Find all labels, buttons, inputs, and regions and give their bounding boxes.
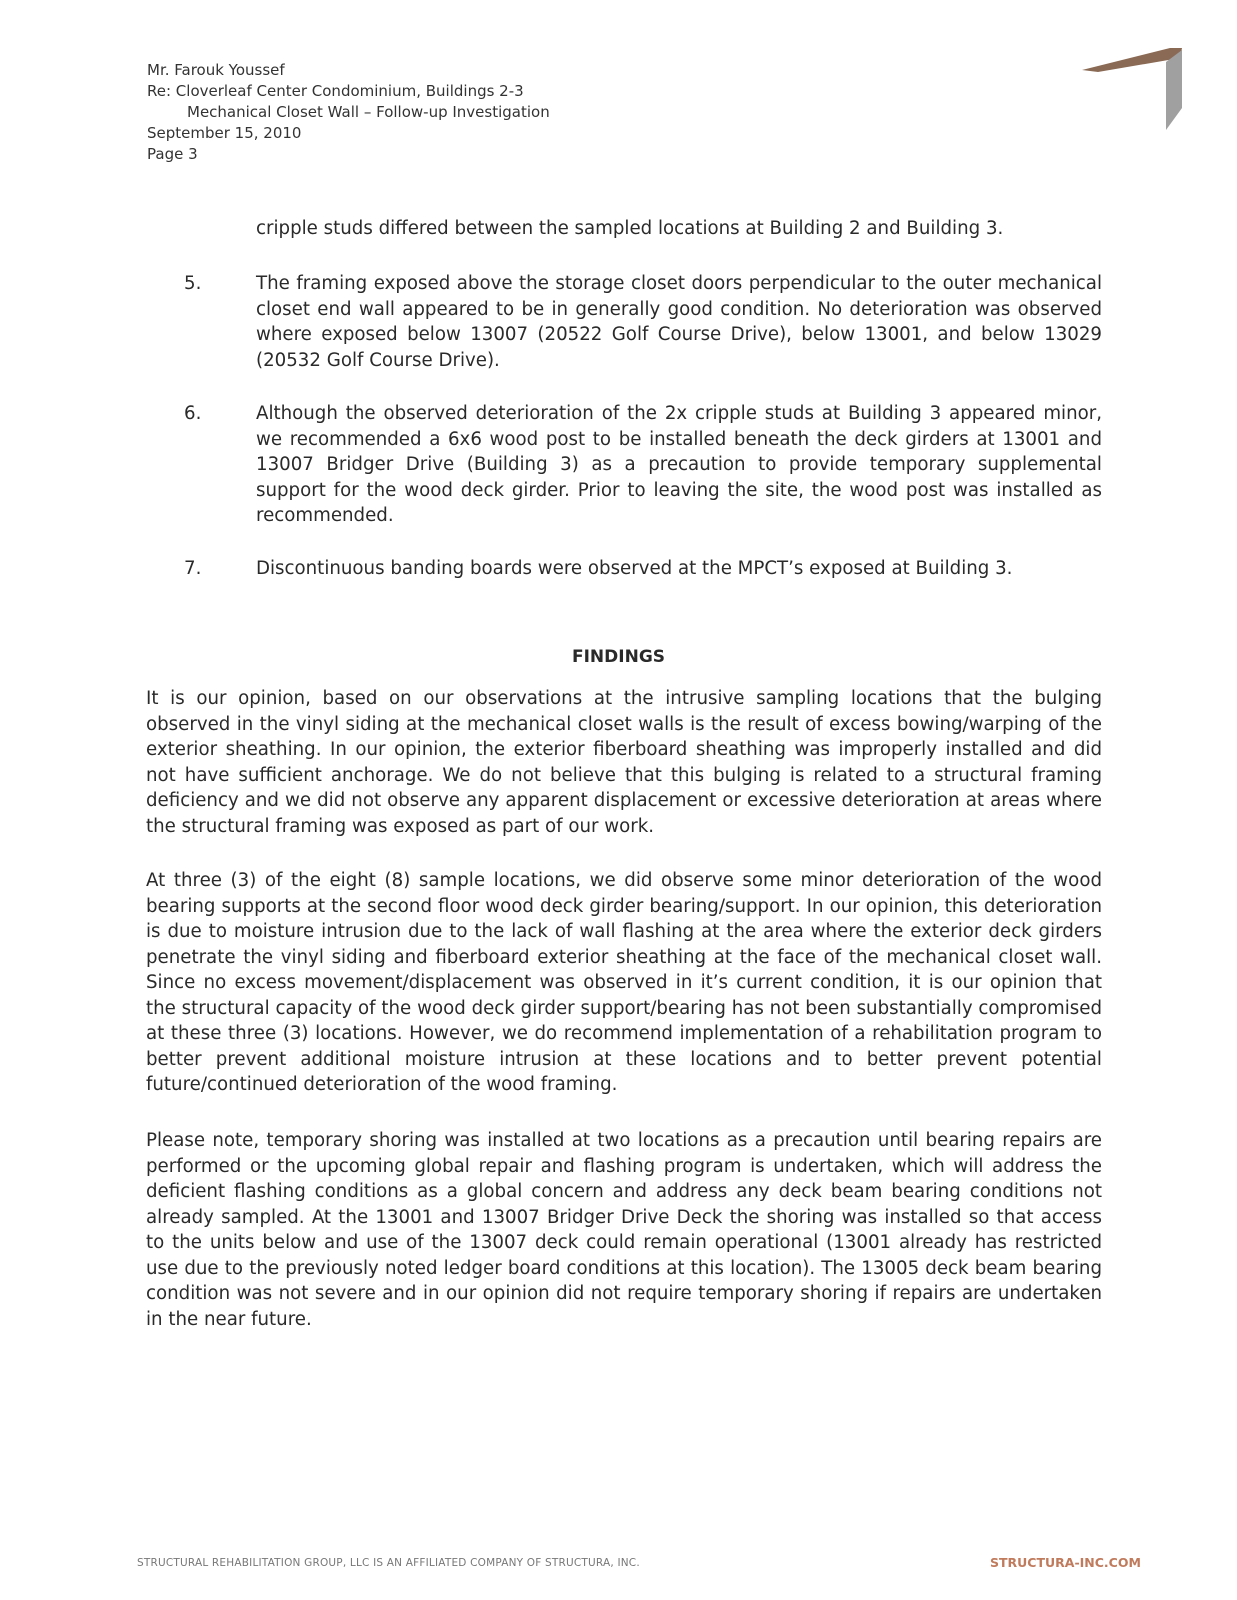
letter-header [147, 60, 550, 165]
structura-logo-icon [1082, 48, 1182, 138]
item-text-5: The framing exposed above the storage closet doors perpendicular to the outer mechanical closet end wall appeared to be in generally good condition. No deterioration was observed where exposed below 13007 (20522 Golf Course Drive), below 13001, and below 13029 (20532 Golf Course Drive). [256, 273, 1102, 371]
subject-line: Mechanical Closet Wall – Follow-up Investigation [187, 103, 550, 121]
findings-paragraph-1: It is our opinion, based on our observations at the intrusive sampling locations that the bulging observed in the vinyl siding at the mechanical closet walls is the result of excess bowing/warping of the exterior sheathing. In our opinion, the exterior fiberboard sheathing was improperly installed and did not have sufficient anchorage. We do not believe that this bulging is related to a structural framing deficiency and we did not observe any apparent displacement or excessive deterioration at areas where the structural framing was exposed as part of our work. [146, 688, 1102, 837]
footer-affiliation: STRUCTURAL REHABILITATION GROUP, LLC IS AN AFFILIATED COMPANY OF STRUCTURA, INC. [137, 1557, 640, 1569]
re-line: Re: Cloverleaf Center Condominium, Buildings 2-3 [147, 82, 524, 100]
item-number-7: 7. [184, 558, 202, 579]
findings-heading: FINDINGS [571, 647, 666, 667]
footer-website-link[interactable]: STRUCTURA-INC.COM [990, 1555, 1141, 1570]
findings-paragraph-3: Please note, temporary shoring was installed at two locations as a precaution until bearing repairs are performed or the upcoming global repair and flashing program is undertaken, which will address the deficient flashing conditions as a global concern and address any deck beam bearing conditions not already sampled. At the 13001 and 13007 Bridger Drive Deck the shoring was installed so that access to the units below and use of the 13007 deck could remain operational (13001 already has restricted use due to the previously noted ledger board conditions at this location). The 13005 deck beam bearing condition was not severe and in our opinion did not require temporary shoring if repairs are undertaken in the near future. [146, 1130, 1102, 1330]
item-text-6: Although the observed deterioration of the 2x cripple studs at Building 3 appeared minor, we recommended a 6x6 wood post to be installed beneath the deck girders at 13001 and 13007 Bridger Drive (Building 3) as a precaution to provide temporary supplemental support for the wood deck girder. Prior to leaving the site, the wood post was installed as recommended. [256, 403, 1102, 526]
recipient: Mr. Farouk Youssef [147, 61, 285, 79]
item-number-5: 5. [184, 273, 202, 294]
continuation-text: cripple studs differed between the sampled locations at Building 2 and Building 3. [256, 218, 1004, 239]
item-number-6: 6. [184, 403, 202, 424]
page-number: Page 3 [147, 145, 198, 163]
item-text-7: Discontinuous banding boards were observed at the MPCT’s exposed at Building 3. [256, 558, 1013, 579]
letter-date: September 15, 2010 [147, 124, 302, 142]
findings-paragraph-2: At three (3) of the eight (8) sample locations, we did observe some minor deterioration of the wood bearing supports at the second floor wood deck girder bearing/support. In our opinion, this deterioration is due to moisture intrusion due to the lack of wall flashing at the area where the exterior deck girders penetrate the vinyl siding and fiberboard exterior sheathing at the face of the mechanical closet wall. Since no excess movement/displacement was observed in it’s current condition, it is our opinion that the structural capacity of the wood deck girder support/bearing has not been substantially compromised at these three (3) locations. However, we do recommend implementation of a rehabilitation program to better prevent additional moisture intrusion at these locations and to better prevent potential future/continued deterioration of the wood framing. [146, 870, 1102, 1095]
